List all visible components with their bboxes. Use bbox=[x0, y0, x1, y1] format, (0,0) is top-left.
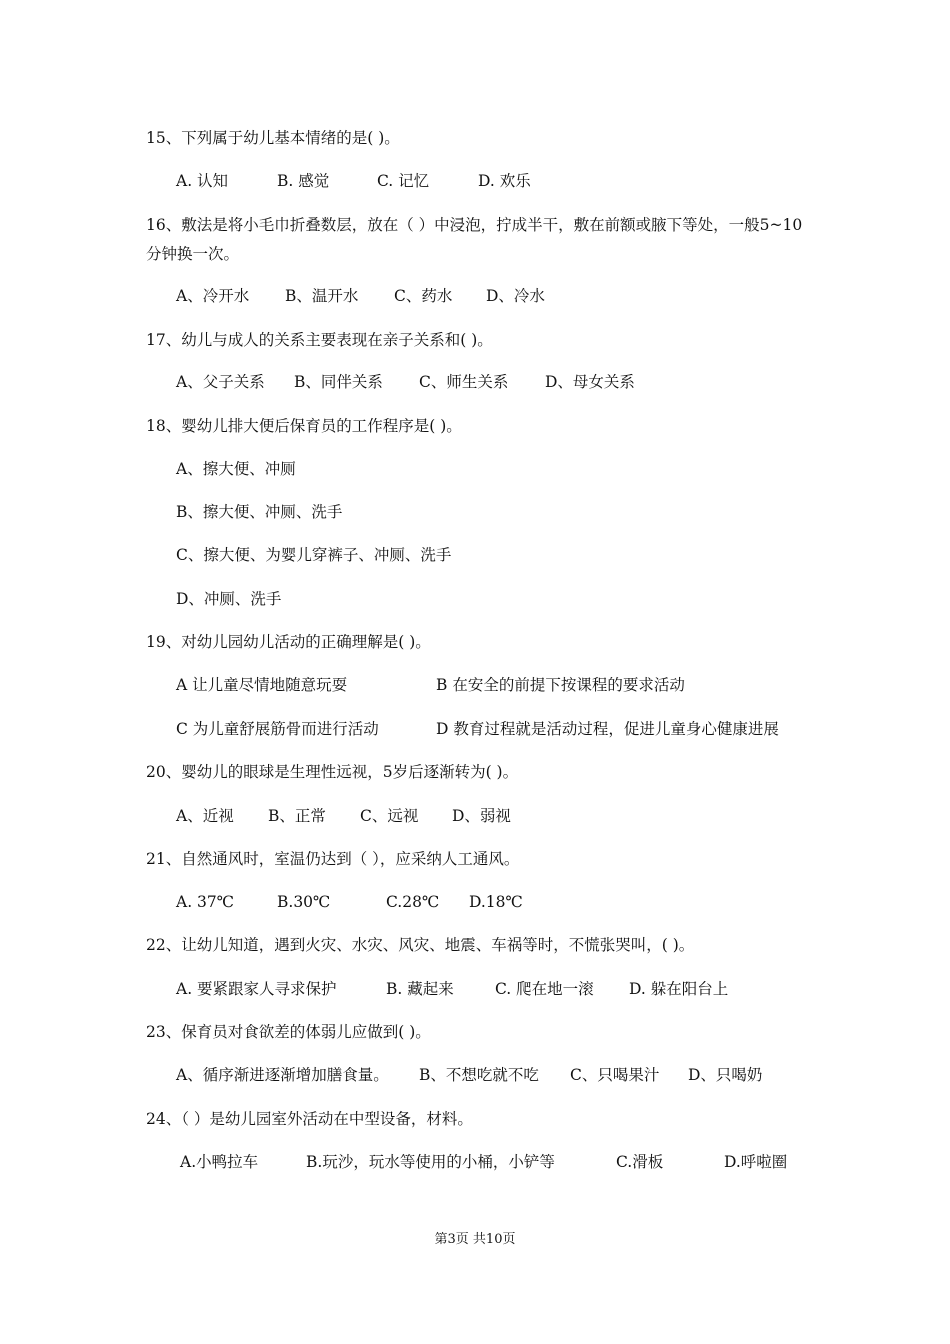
q21-option-c: C.28℃ bbox=[386, 893, 440, 911]
q22-option-b: B. 藏起来 bbox=[386, 980, 454, 998]
q24-option-d: D.呼啦圈 bbox=[724, 1153, 788, 1171]
question-20-stem: 20、婴幼儿的眼球是生理性远视，5岁后逐渐转为( )。 bbox=[146, 763, 519, 781]
q17-option-d: D、母女关系 bbox=[545, 373, 635, 391]
q24-option-a: A.小鸭拉车 bbox=[180, 1153, 259, 1171]
q20-option-a: A、近视 bbox=[176, 807, 234, 825]
q16-option-c: C、药水 bbox=[394, 287, 453, 305]
question-23-stem: 23、保育员对食欲差的体弱儿应做到( )。 bbox=[146, 1023, 431, 1041]
q19-option-b: B 在安全的前提下按课程的要求活动 bbox=[436, 676, 685, 694]
q15-option-d: D. 欢乐 bbox=[478, 172, 531, 190]
q16-option-a: A、冷开水 bbox=[176, 287, 250, 305]
question-21-stem: 21、自然通风时，室温仍达到（ ），应采纳人工通风。 bbox=[146, 850, 520, 868]
question-18-stem: 18、婴幼儿排大便后保育员的工作程序是( )。 bbox=[146, 417, 462, 435]
q16-option-d: D、冷水 bbox=[486, 287, 545, 305]
q22-option-a: A. 要紧跟家人寻求保护 bbox=[176, 980, 337, 998]
q23-option-a: A、循序渐进逐渐增加膳食量。 bbox=[176, 1066, 389, 1084]
q20-option-c: C、远视 bbox=[360, 807, 419, 825]
q22-option-d: D. 躲在阳台上 bbox=[629, 980, 729, 998]
q15-option-c: C. 记忆 bbox=[377, 172, 430, 190]
question-16-stem: 16、敷法是将小毛巾折叠数层，放在（ ）中浸泡，拧成半干，敷在前额或腋下等处，一般5~10分钟换一次。 bbox=[146, 216, 803, 263]
q15-option-b: B. 感觉 bbox=[277, 172, 330, 190]
q20-option-d: D、弱视 bbox=[452, 807, 511, 825]
q21-option-b: B.30℃ bbox=[277, 893, 331, 911]
q19-option-d: D 教育过程就是活动过程，促进儿童身心健康进展 bbox=[436, 720, 779, 738]
q17-option-c: C、师生关系 bbox=[419, 373, 509, 391]
q23-option-c: C、只喝果汁 bbox=[570, 1066, 660, 1084]
q17-option-a: A、父子关系 bbox=[176, 373, 265, 391]
question-19-stem: 19、对幼儿园幼儿活动的正确理解是( )。 bbox=[146, 633, 431, 651]
q24-option-c: C.滑板 bbox=[616, 1153, 664, 1171]
page-footer: 第3页 共10页 bbox=[434, 1232, 516, 1247]
q17-option-b: B、同伴关系 bbox=[294, 373, 383, 391]
q18-option-d: D、冲厕、洗手 bbox=[176, 590, 282, 608]
q15-option-a: A. 认知 bbox=[176, 172, 229, 190]
q21-option-a: A. 37℃ bbox=[176, 893, 235, 911]
q21-option-d: D.18℃ bbox=[469, 893, 523, 911]
q18-option-a: A、擦大便、冲厕 bbox=[176, 460, 296, 478]
q16-option-b: B、温开水 bbox=[285, 287, 359, 305]
q23-option-b: B、不想吃就不吃 bbox=[419, 1066, 539, 1084]
question-22-stem: 22、让幼儿知道，遇到火灾、水灾、风灾、地震、车祸等时，不慌张哭叫，( )。 bbox=[146, 936, 695, 954]
q20-option-b: B、正常 bbox=[268, 807, 326, 825]
q19-option-a: A 让儿童尽情地随意玩耍 bbox=[176, 676, 348, 694]
question-24-stem: 24、（ ）是幼儿园室外活动在中型设备，材料。 bbox=[146, 1110, 473, 1128]
q19-option-c: C 为儿童舒展筋骨而进行活动 bbox=[176, 720, 379, 738]
q24-option-b: B.玩沙，玩水等使用的小桶，小铲等 bbox=[306, 1153, 555, 1171]
q18-option-c: C、擦大便、为婴儿穿裤子、冲厕、洗手 bbox=[176, 546, 452, 564]
q23-option-d: D、只喝奶 bbox=[688, 1066, 763, 1084]
q22-option-c: C. 爬在地一滚 bbox=[495, 980, 594, 998]
q18-option-b: B、擦大便、冲厕、洗手 bbox=[176, 503, 343, 521]
question-17-stem: 17、幼儿与成人的关系主要表现在亲子关系和( )。 bbox=[146, 331, 493, 349]
question-15-stem: 15、下列属于幼儿基本情绪的是( )。 bbox=[146, 129, 400, 147]
